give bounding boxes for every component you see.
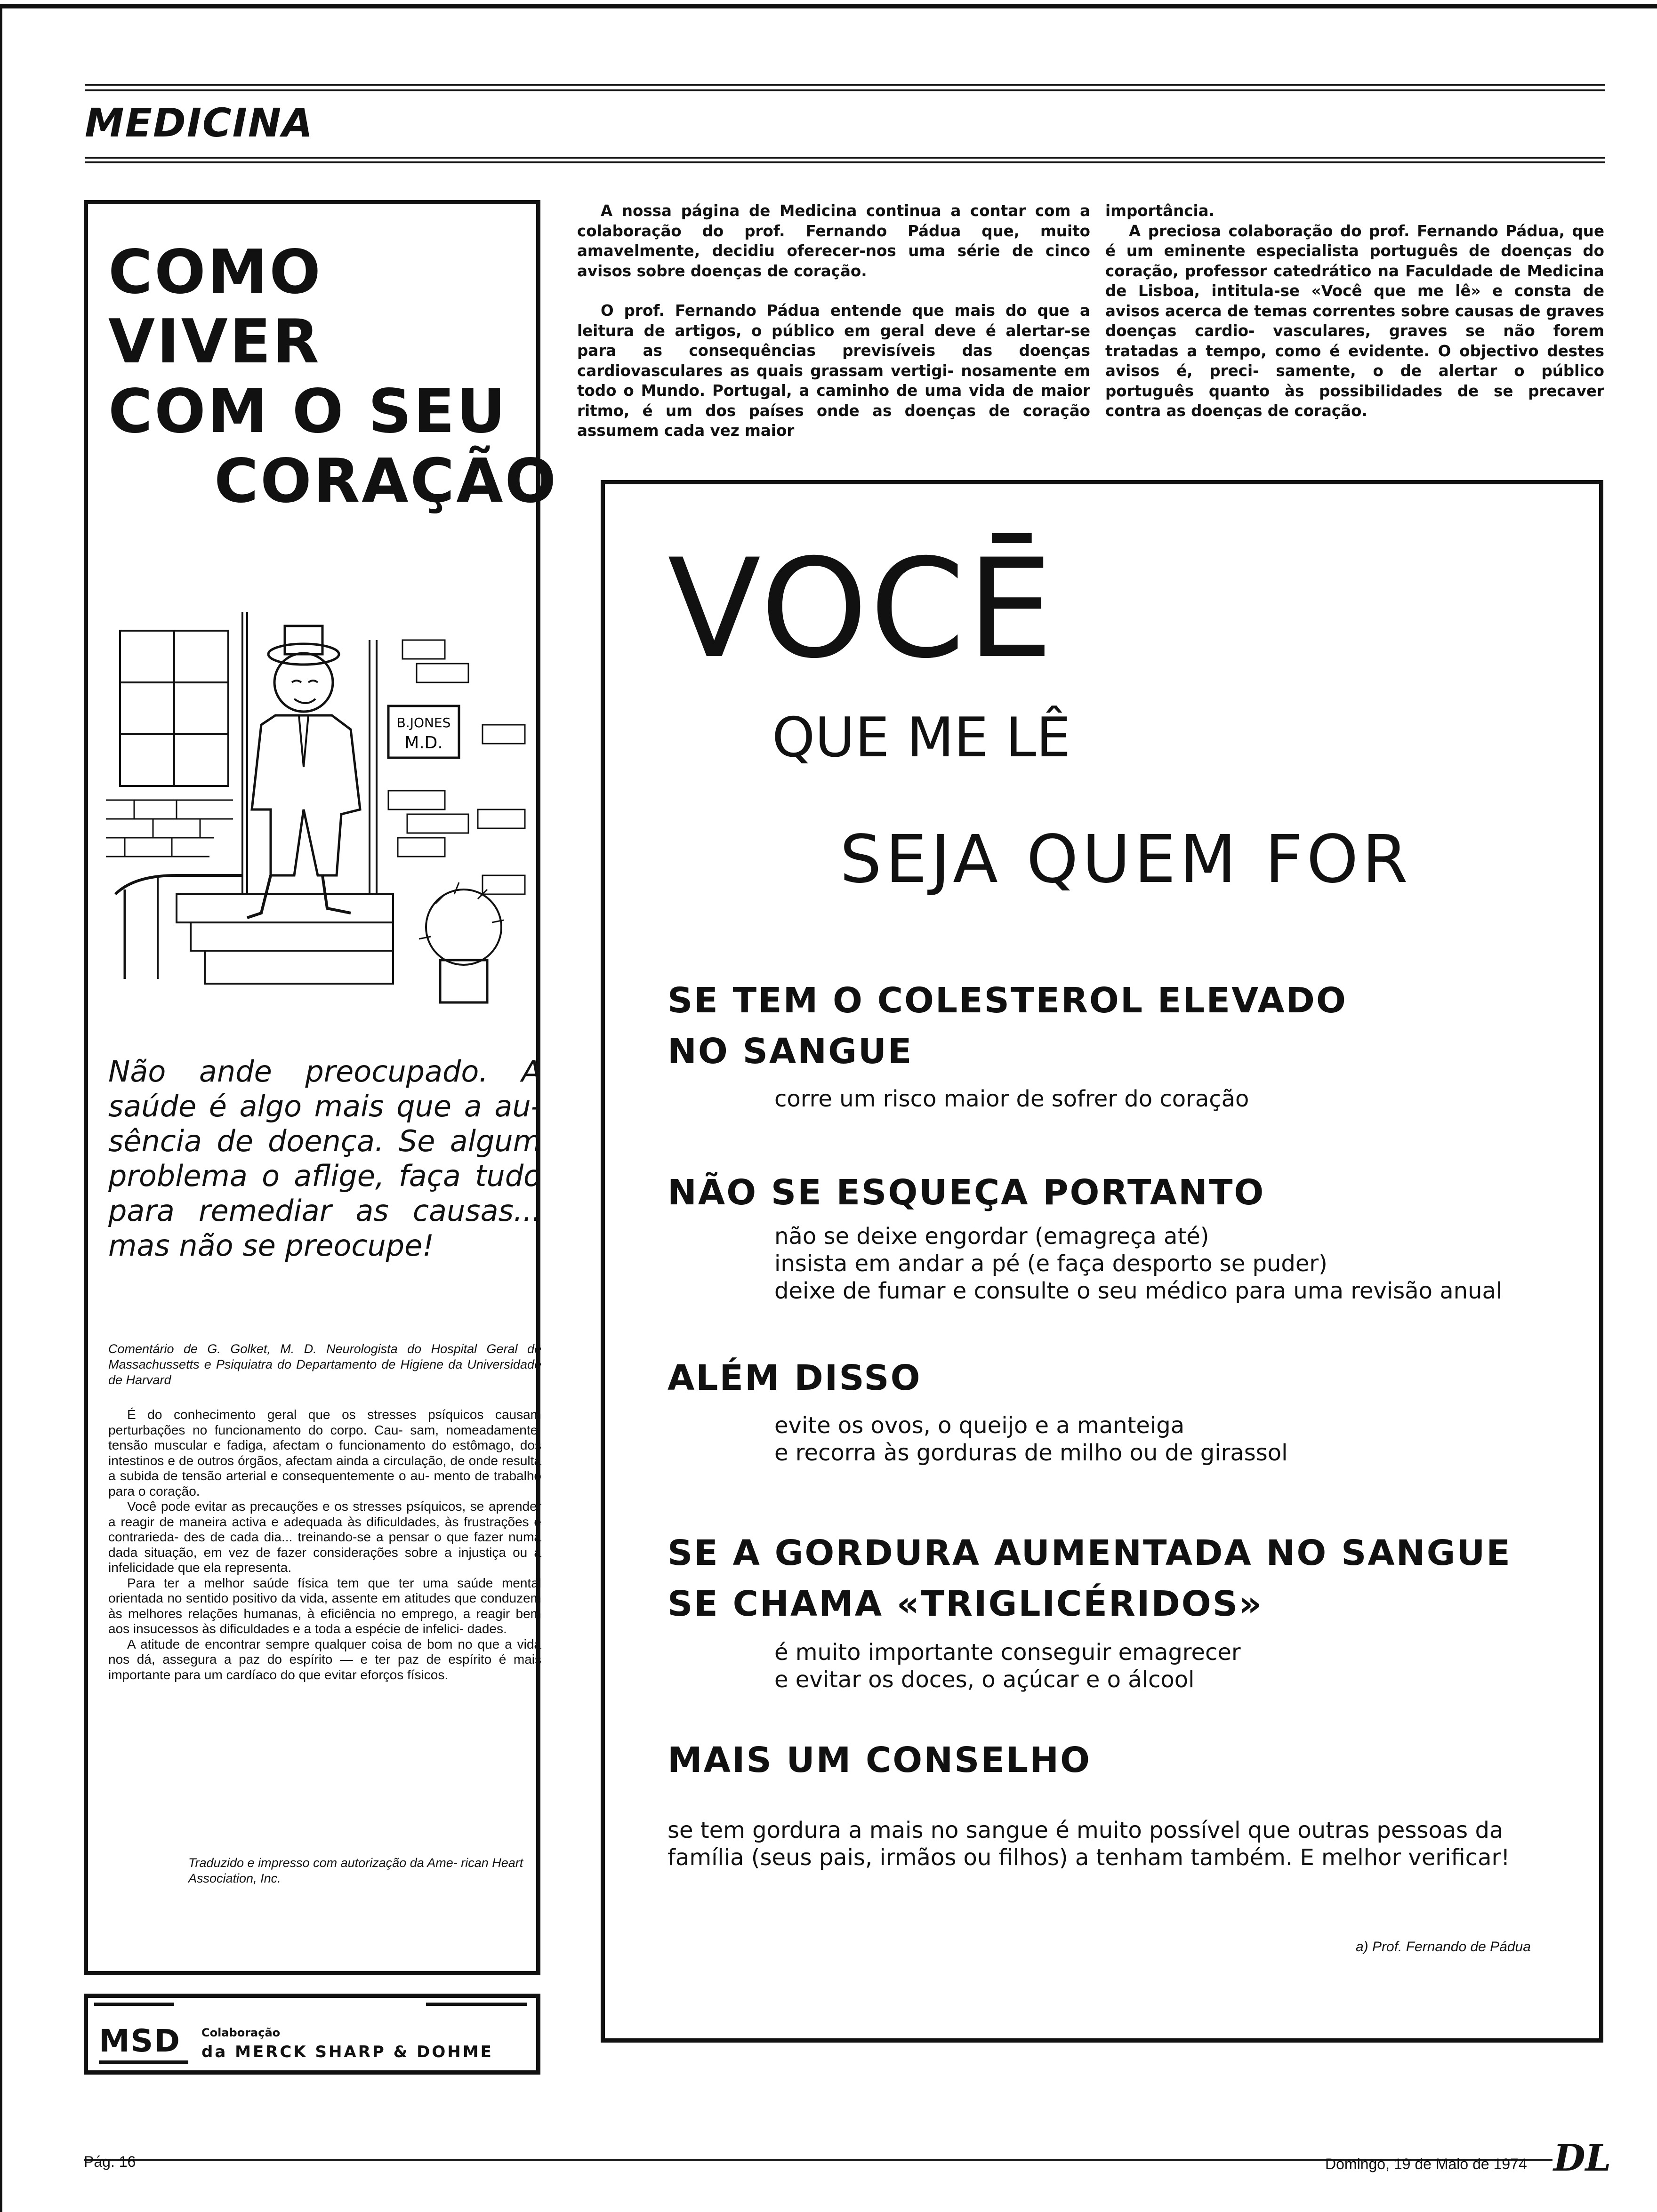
heading-line: ALÉM DISSO <box>668 1358 922 1398</box>
sign-title: M.D. <box>404 733 443 753</box>
intro-paragraph: O prof. Fernando Pádua entende que mais do que a leitura de artigos, o público em geral deve é alertar-se para as consequências previsíveis das doenças cardiovasculares as quais grassam vertigi- nosamente em todo o Mundo. Portugal, a caminho de uma vida de maior ritmo, é um dos países onde as doenças de coração assumem cada vez maior <box>577 302 1090 440</box>
pull-quote: Não ande preocupado. A saúde é algo mais que a au- sência de doença. Se algum problema o aflige, faça tudo para remediar as causas... mas não se preocupe! <box>108 1054 541 1263</box>
heading-line: SE A GORDURA AUMENTADA NO SANGUE <box>668 1533 1512 1573</box>
section-title: MEDICINA <box>85 100 314 146</box>
advice-line: deixe de fumar e consulte o seu médico para uma revisão anual <box>774 1278 1503 1304</box>
sponsor-rule-top-right <box>426 2003 527 2006</box>
notice-title: VOCĒ <box>668 530 1055 689</box>
title-line-2: COM O SEU <box>108 377 507 447</box>
header-rule-bottom-2 <box>85 161 1605 163</box>
sponsor-company: da MERCK SHARP & DOHME <box>201 2043 493 2061</box>
section-heading-conselho <box>668 1735 1590 1786</box>
msd-underline <box>99 2060 188 2064</box>
advice-line: corre um risco maior de sofrer do coração <box>774 1086 1249 1112</box>
intro-column-2 <box>1105 201 1604 421</box>
header-rule-bottom-1 <box>85 157 1605 159</box>
article-title <box>108 237 558 516</box>
section-text-colesterol <box>774 1085 1575 1113</box>
body-paragraph: É do conhecimento geral que os stresses psíquicos causam perturbações no funcionamento do corpo. Cau- sam, nomeadamente, tensão muscular e fadiga, afectam o funcionamento do estômago, dos intestinos e de outros órgãos, afectam ainda a circulação, de onde resulta a subida de tensão arterial e consequentemente o au- mento de trabalho para o coração. <box>108 1407 541 1499</box>
comment-attribution: Comentário de G. Golket, M. D. Neurologista do Hospital Geral de Massachussetts e Psiquiatra do Departamento de Higiene da Universidade de Harvard <box>108 1342 541 1387</box>
header-rule-top-1 <box>85 84 1605 86</box>
advice-line: evite os ovos, o queijo e a manteiga <box>774 1412 1185 1439</box>
heading-line: SE CHAMA «TRIGLICÉRIDOS» <box>668 1584 1263 1624</box>
heading-line: NÃO SE ESQUEÇA PORTANTO <box>668 1172 1265 1213</box>
intro-column-1 <box>577 201 1090 441</box>
newspaper-logo: DL <box>1553 2137 1611 2180</box>
section-heading-gordura <box>668 1528 1590 1629</box>
top-rule <box>0 4 1657 8</box>
notice-subtitle-2: SEJA QUEM FOR <box>840 821 1412 898</box>
section-heading-portanto <box>668 1167 1590 1218</box>
msd-logo: MSD <box>99 2023 181 2059</box>
signature: a) Prof. Fernando de Pádua <box>1356 1939 1531 1955</box>
body-paragraph: A atitude de encontrar sempre qualquer coisa de bom no que a vida nos dá, assegura a paz do espírito — e ter paz de espírito é mais importante para um cardíaco do que evitar eforços físicos. <box>108 1636 541 1682</box>
page-number: Pág. 16 <box>84 2153 136 2170</box>
intro-paragraph: importância. <box>1105 202 1215 220</box>
section-text-alem <box>774 1412 1575 1467</box>
intro-paragraph: A preciosa colaboração do prof. Fernando Pádua, que é um eminente especialista português de doenças do coração, professor catedrático na Faculdade de Medicina de Lisboa, intitula-se «Você que me lê» e consta de avisos acerca de temas correntes sobre causas de graves doenças cardio- vasculares, graves se não forem tratadas a tempo, como é evidente. O objectivo destes avisos é, preci- samente, o de alertar o público português quanto às possibilidades de se precaver contra as doenças de coração. <box>1105 222 1604 420</box>
section-heading-alem <box>668 1353 1590 1403</box>
section-text-gordura <box>774 1639 1575 1693</box>
sign-name: B.JONES <box>396 715 451 730</box>
left-edge-rule <box>0 4 2 2212</box>
doctor-illustration <box>106 612 530 1017</box>
section-heading-colesterol <box>668 975 1590 1077</box>
section-text-portanto <box>774 1223 1575 1305</box>
body-paragraph: Você pode evitar as precauções e os stresses psíquicos, se aprender a reagir de maneira activa e adequada às dificuldades, às frustrações e contrarieda- des de cada dia... treinando-se a pensar o que fazer numa dada situação, em vez de fazer considerações sobre a injustiça ou a infelicidade que ela representa. <box>108 1499 541 1575</box>
title-line-1: COMO VIVER <box>108 237 322 377</box>
title-line-3: CORAÇÃO <box>214 446 558 516</box>
body-paragraph: Para ter a melhor saúde física tem que ter uma saúde mental orientada no sentido positivo da vida, assente em atitudes que conduzem às melhores relações humanas, à eficiência no emprego, a reagir bem aos insucessos às dificuldades e a toda a espécie de infelici- dades. <box>108 1575 541 1636</box>
heading-line: MAIS UM CONSELHO <box>668 1740 1091 1780</box>
header-rule-top-2 <box>85 89 1605 91</box>
sponsor-rule-top-left <box>94 2003 174 2006</box>
advice-line: insista em andar a pé (e faça desporto se puder) <box>774 1250 1327 1277</box>
sponsor-collab-label: Colaboração <box>201 2026 281 2039</box>
heading-line: SE TEM O COLESTEROL ELEVADO <box>668 980 1347 1021</box>
notice-subtitle: QUE ME LÊ <box>772 706 1071 769</box>
advice-line: e evitar os doces, o açúcar e o álcool <box>774 1667 1195 1693</box>
advice-line: é muito importante conseguir emagrecer <box>774 1639 1241 1666</box>
article-body <box>108 1407 541 1683</box>
final-advice: se tem gordura a mais no sangue é muito possível que outras pessoas da família (seus pais, irmãos ou filhos) a tenham também. E melhor verificar! <box>668 1817 1510 1871</box>
issue-date: Domingo, 19 de Maio de 1974 <box>1325 2156 1527 2172</box>
advice-line: e recorra às gorduras de milho ou de girassol <box>774 1440 1288 1466</box>
translation-note: Traduzido e impresso com autorização da Ame- rican Heart Association, Inc. <box>188 1856 523 1885</box>
advice-line: não se deixe engordar (emagreça até) <box>774 1223 1209 1250</box>
intro-paragraph: A nossa página de Medicina continua a contar com a colaboração do prof. Fernando Pádua que, muito amavelmente, decidiu oferecer-nos uma série de cinco avisos sobre doenças de coração. <box>577 202 1090 280</box>
heading-line: NO SANGUE <box>668 1031 913 1072</box>
